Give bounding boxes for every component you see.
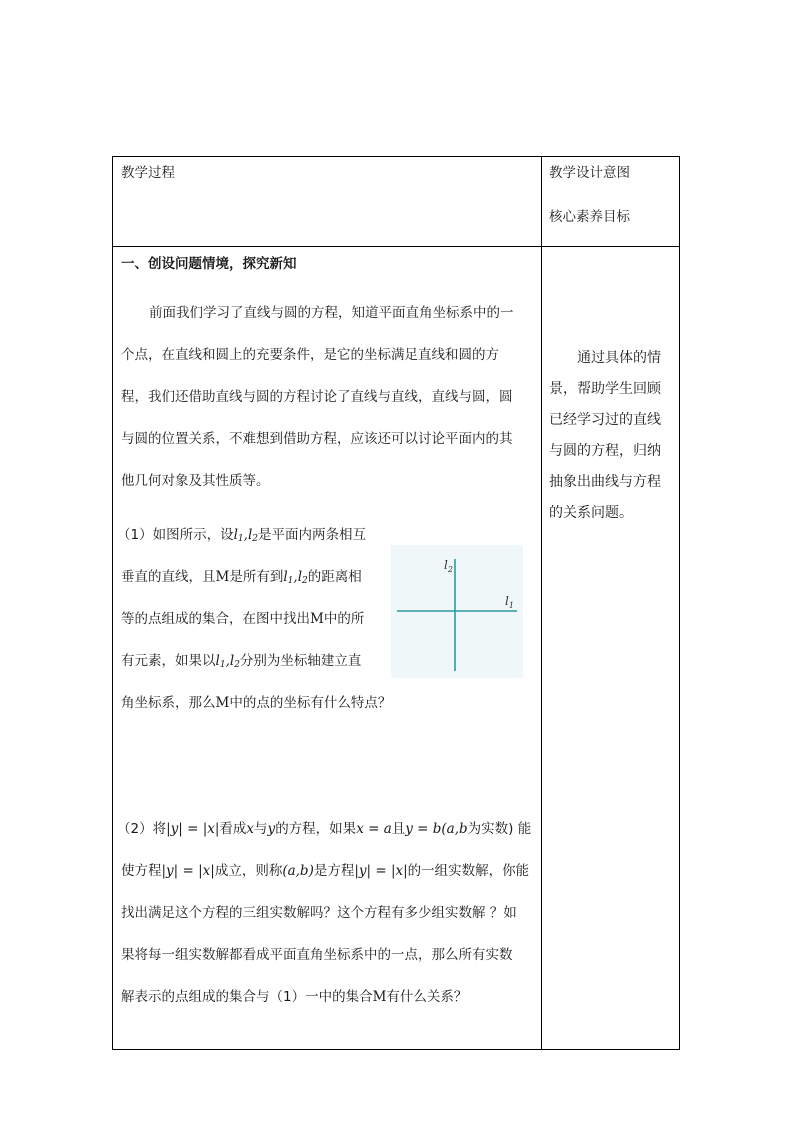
abs-equation: |y| = |x| [161,863,215,879]
set-M-symbol: M [310,611,324,627]
l1-l2-symbol: $l_1,l_2$ [283,569,308,586]
intro-line-3: 程，我们还借助直线与圆的方程讨论了直线与直线，直线与圆，圆 [121,389,513,405]
q1-line-4: 有元素，如果以$l_1,l_2$分别为坐标轴建立直 [121,653,362,670]
design-intent-note: 通过具体的情景，帮助学生回顾已经学习过的直线与圆的方程，归纳抽象出曲线与方程的关系问题。 [549,350,661,521]
q1-text: （1）如图所示，设 [117,527,234,543]
q2-line-3: 找出满足这个方程的三组实数解吗？这个方程有多少组实数解 ？如 [121,905,517,921]
header-design-intent: 教学设计意图 [549,165,630,181]
q2-line-2: 使方程|y| = |x|成立，则称(a,b)是方程|y| = |x|的一组实数解，你能 [121,863,530,879]
q1-text: 是平面内两条相互 [258,527,367,543]
set-M-symbol: M [215,695,230,711]
q1-line-2: 垂直的直线，且M是所有到$l_1,l_2$的距离相 [121,569,362,586]
q2-line-5: 解表示的点组成的集合与（1）一中的集合M有什么关系？ [121,989,468,1005]
section-title: 一、创设问题情境，探究新知 [121,256,297,272]
intro-line-5: 他几何对象及其性质等。 [121,473,270,489]
lesson-table [112,156,680,1050]
intro-line-1: 前面我们学习了直线与圆的方程，知道平面直角坐标系中的一 [149,305,514,321]
perpendicular-lines-figure [391,545,523,678]
l1-l2-symbol: $l_1,l_2$ [215,653,240,670]
header-divider [113,246,679,247]
label-l1: $l_1$ [505,594,514,610]
set-M-symbol: M [372,989,387,1005]
label-l2: $l_2$ [444,558,453,574]
intro-line-2: 个点，在直线和圆上的充要条件，是它的坐标满足直线和圆的方 [121,347,499,363]
header-teaching-process: 教学过程 [121,165,175,181]
l1-l2-symbol: $l_1,l_2$ [233,527,259,544]
header-core-literacy: 核心素养目标 [549,209,630,225]
set-M-symbol: M [215,569,230,585]
figure-svg [391,545,523,678]
q2-line-1: （2）将|y| = |x|看成x与y的方程，如果x = a且y = b(a,b为实数) 能 [117,821,532,837]
intro-line-4: 与圆的位置关系，不难想到借助方程，应该还可以讨论平面内的其 [121,431,513,447]
q2-line-4: 果将每一组实数解都看成平面直角坐标系中的一点，那么所有实数 [121,947,513,963]
q1-line-3: 等的点组成的集合，在图中找出M中的所 [121,611,365,627]
q1-line-5: 角坐标系，那么M中的点的坐标有什么特点？ [121,695,392,711]
abs-equation: |y| = |x| [354,863,408,879]
column-divider [541,157,542,1049]
abs-equation: |y| = |x| [166,821,220,837]
q1-line-1 [117,525,366,549]
